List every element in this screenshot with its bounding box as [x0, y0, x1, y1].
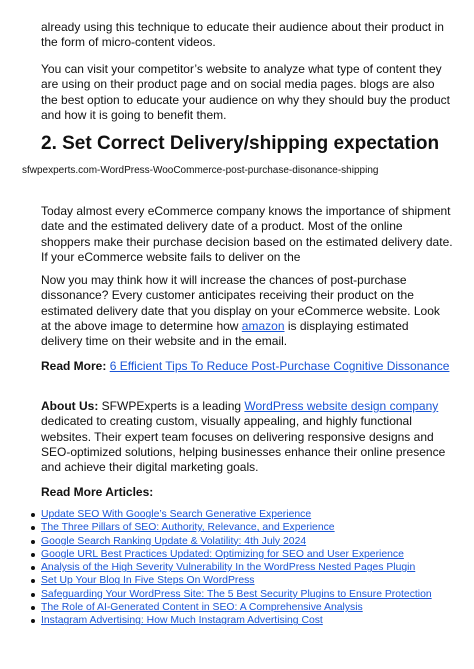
- bullet-icon: [31, 526, 35, 530]
- list-item: [24, 561, 464, 574]
- section-heading: 2. Set Correct Delivery/shipping expectation: [41, 133, 440, 154]
- image-caption: sfwpexperts.com-WordPress-WooCommerce-post-purchase-disonance-shipping: [22, 165, 379, 176]
- list-item: [24, 614, 464, 627]
- bullet-icon: [31, 579, 35, 583]
- read-more-line: [41, 359, 453, 374]
- article-link[interactable]: Instagram Advertising: How Much Instagram Advertising Cost: [41, 615, 323, 627]
- article-link[interactable]: The Three Pillars of SEO: Authority, Relevance, and Experience: [41, 522, 335, 534]
- article-link[interactable]: Set Up Your Blog In Five Steps On WordPress: [41, 575, 255, 587]
- dissonance-paragraph: [41, 273, 453, 349]
- bullet-icon: [31, 606, 35, 610]
- list-item: [24, 521, 464, 534]
- list-item: [24, 601, 464, 614]
- about-us-paragraph: [41, 399, 453, 475]
- bullet-icon: [31, 619, 35, 623]
- articles-heading: Read More Articles:: [41, 485, 154, 499]
- article-link[interactable]: Analysis of the High Severity Vulnerability In the WordPress Nested Pages Plugin: [41, 562, 416, 574]
- dissonance-text-before: Now you may think how it will increase the chances of post-purchase dissonance? Every customer anticipates receiving their product on the estimated delivery date that you display on your eCommerce website. Look at the above image to determine how: [41, 273, 440, 333]
- about-us-text-before: SFWPExperts is a leading: [98, 399, 245, 413]
- bullet-icon: [31, 513, 35, 517]
- about-us-text-after: dedicated to creating custom, visually appealing, and highly functional websites. Their expert team focuses on delivering responsive designs and SEO-optimized solutions, helping businesses enhance their online presence and achieve their digital marketing goals.: [41, 414, 446, 475]
- about-us-label: About Us:: [41, 399, 99, 413]
- intro-paragraph: already using this technique to educate their audience about their product in the form of micro-content videos.: [41, 20, 444, 50]
- article-link[interactable]: Google URL Best Practices Updated: Optimizing for SEO and User Experience: [41, 548, 404, 560]
- dissonance-text-after: is displaying estimated delivery time on their website and in the email.: [41, 318, 409, 349]
- shipment-paragraph: Today almost every eCommerce company knows the importance of shipment date and the estimated delivery date of a product. Most of the online shoppers make their purchase decision based on the estimated delivery date. If your eCommerce website fails to deliver on the: [41, 204, 453, 264]
- article-link[interactable]: Google Search Ranking Update & Volatility: 4th July 2024: [41, 535, 307, 547]
- read-more-label: Read More:: [41, 359, 107, 373]
- amazon-link[interactable]: amazon: [241, 318, 285, 333]
- wordpress-design-link[interactable]: WordPress website design company: [244, 399, 439, 413]
- articles-list: [24, 508, 464, 628]
- bullet-icon: [31, 593, 35, 597]
- bullet-icon: [31, 540, 35, 544]
- list-item: [24, 588, 464, 601]
- list-item: [24, 548, 464, 561]
- list-item: [24, 508, 464, 521]
- article-link[interactable]: The Role of AI-Generated Content in SEO: A Comprehensive Analysis: [41, 602, 363, 614]
- bullet-icon: [31, 566, 35, 570]
- read-more-link[interactable]: 6 Efficient Tips To Reduce Post-Purchase Cognitive Dissonance: [109, 359, 450, 373]
- article-link[interactable]: Update SEO With Google’s Search Generative Experience: [41, 509, 312, 520]
- article-link[interactable]: Safeguarding Your WordPress Site: The 5 Best Security Plugins to Ensure Protection: [41, 588, 432, 600]
- list-item: [24, 574, 464, 587]
- bullet-icon: [31, 553, 35, 557]
- list-item: [24, 535, 464, 548]
- competitor-paragraph: You can visit your competitor’s website to analyze what type of content they are using on their product page and on social media pages. blogs are also the best option to educate your audience on why they should buy the product and how it is going to benefit them.: [41, 62, 450, 122]
